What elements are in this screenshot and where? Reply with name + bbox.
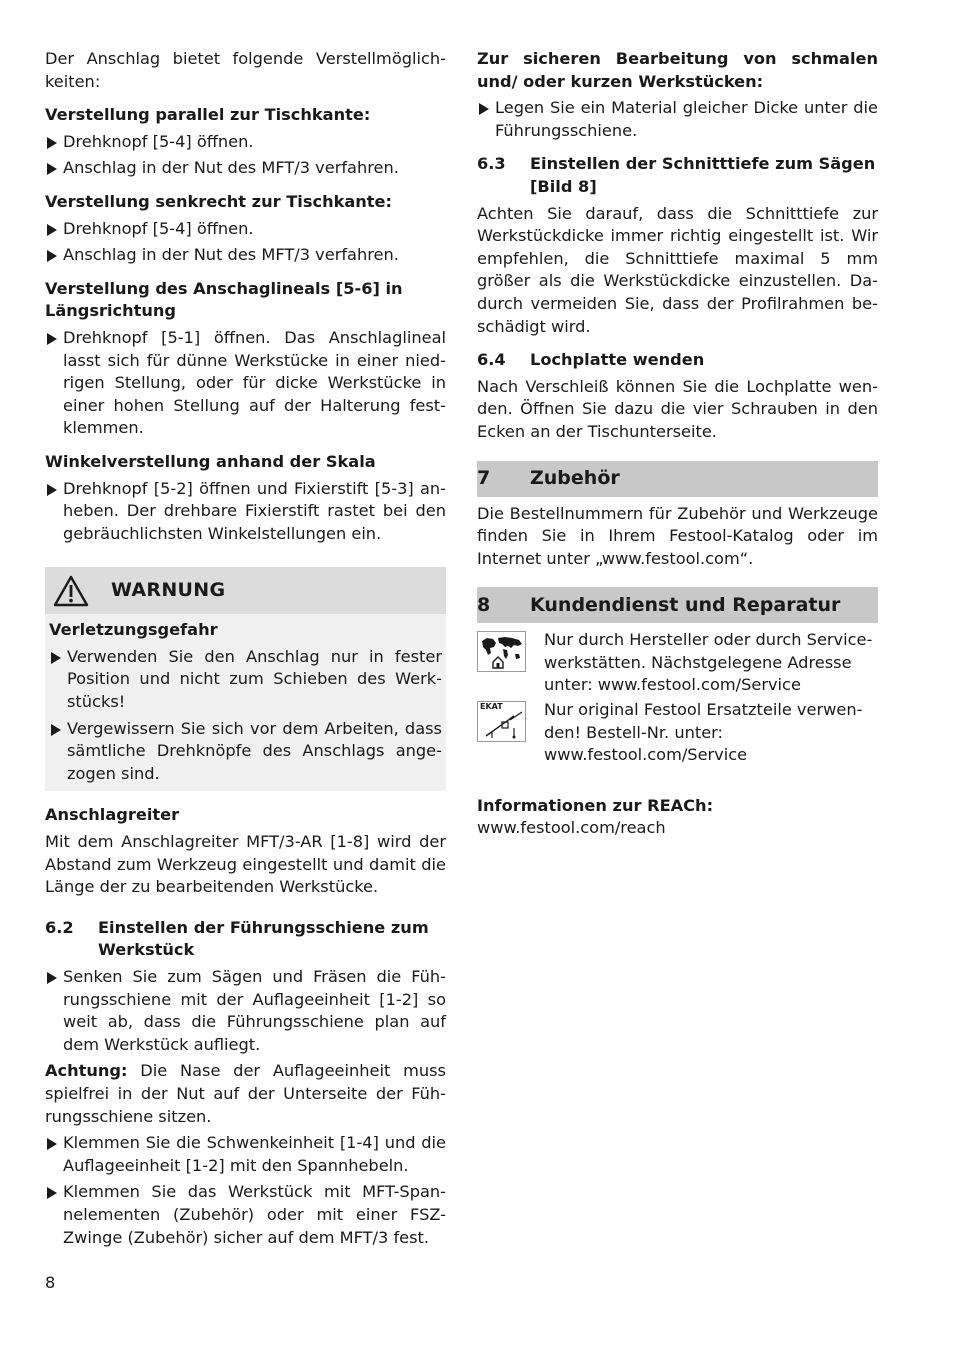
right-column bbox=[477, 48, 878, 840]
list-senkrecht bbox=[45, 218, 446, 267]
section-8-bar bbox=[477, 587, 878, 623]
section-title: Kundendienst und Reparatur bbox=[530, 593, 841, 616]
list-item: Drehknopf [5-2] öffnen und Fixierstift [5-3] anheben. Der drehbare Fixierstift rastet bei den gebräuchlichsten Winkelstellungen ein. bbox=[45, 478, 446, 546]
left-column bbox=[45, 48, 446, 1253]
ekat-spare-parts-icon bbox=[477, 701, 526, 742]
ekat-text: Nur original Festool Ersatzteile verwenden! Bestell-Nr. unter: www.festool.com/Service bbox=[544, 700, 863, 765]
warning-box bbox=[45, 567, 446, 791]
world-map-service-icon bbox=[477, 631, 526, 672]
ekat-label: EKAT bbox=[480, 702, 503, 712]
section-number: 6.3 bbox=[477, 154, 506, 174]
section-title: Einstellen der Führungsschiene zum Werkstück bbox=[98, 917, 429, 960]
warning-subheading: Verletzungsgefahr bbox=[49, 620, 218, 640]
heading-winkel: Winkelverstellung anhand der Skala bbox=[45, 451, 376, 471]
anschlagreiter-text: Mit dem Anschlagreiter MFT/3-AR [1-8] wird der Abstand zum Werkzeug eingestellt und damit die Länge der zu bearbeitenden Werkstücke. bbox=[45, 832, 446, 897]
list-schmal bbox=[477, 97, 878, 142]
list-parallel bbox=[45, 131, 446, 180]
heading-senkrecht: Verstellung senkrecht zur Tischkante: bbox=[45, 191, 392, 211]
section-number: 6.4 bbox=[477, 350, 506, 370]
section-6-3-heading bbox=[477, 153, 878, 198]
list-item: Verwenden Sie den Anschlag nur in fester Position und nicht zum Schieben des Werkstücks! bbox=[49, 646, 442, 714]
list-laengs bbox=[45, 327, 446, 440]
list-item: Legen Sie ein Material gleicher Dicke unter die Führungsschiene. bbox=[477, 97, 878, 142]
reach-heading: Informationen zur REACh: bbox=[477, 795, 714, 815]
list-item: Klemmen Sie das Werkstück mit MFT-Spannelementen (Zubehör) oder mit einer FSZ-Zwinge (Zubehör) sicher auf dem MFT/3 fest. bbox=[45, 1181, 446, 1249]
heading-parallel: Verstellung parallel zur Tischkante: bbox=[45, 105, 371, 125]
section-7-text: Die Bestellnummern für Zubehör und Werkzeuge finden Sie in Ihrem Festool-Katalog oder im Internet unter „www.festool.com“. bbox=[477, 503, 878, 568]
intro-text: Der Anschlag bietet folgende Verstellmöglichkeiten: bbox=[45, 49, 446, 91]
section-6-4-heading bbox=[477, 349, 878, 372]
section-title: Einstellen der Schnitttiefe zum Sägen [Bild 8] bbox=[530, 154, 876, 196]
service-text: Nur durch Hersteller oder durch Servicewerkstätten. Nächstgelegene Adresse unter: www.festool.com/Service bbox=[544, 630, 873, 695]
section-6-3-text: Achten Sie darauf, dass die Schnitttiefe zur Werkstückdicke immer richtig eingestellt ist. Wir empfehlen, die Schnitttiefe maximal 5 mm größer als die Werkstückdicke einzustellen. Dadurch vermeiden Sie, dass der Profilrahmen beschädigt wird. bbox=[477, 203, 878, 336]
list-item: Anschlag in der Nut des MFT/3 verfahren. bbox=[45, 157, 446, 180]
achtung-text: Die Nase der Auflageeinheit muss spielfrei in der Nut auf der Unterseite der Führungsschiene sitzen. bbox=[45, 1061, 446, 1126]
section-number: 6.2 bbox=[45, 917, 74, 937]
heading-laengs: Verstellung des Anschaglineals [5-6] in Längsrichtung bbox=[45, 278, 403, 321]
warning-body bbox=[45, 614, 446, 785]
section-title: Zubehör bbox=[530, 467, 620, 490]
achtung-paragraph bbox=[45, 1060, 446, 1128]
list-item: Anschlag in der Nut des MFT/3 verfahren. bbox=[45, 244, 446, 267]
list-6-2-a bbox=[45, 966, 446, 1056]
service-row bbox=[477, 629, 878, 697]
section-number: 8 bbox=[477, 593, 491, 616]
section-6-4-text: Nach Verschleiß können Sie die Lochplatte wenden. Öffnen Sie dazu die vier Schrauben in den Ecken an der Tischunterseite. bbox=[477, 376, 878, 441]
list-item: Drehknopf [5-4] öffnen. bbox=[45, 218, 446, 241]
ekat-row bbox=[477, 699, 878, 767]
section-7-bar bbox=[477, 461, 878, 497]
list-item: Klemmen Sie die Schwenkeinheit [1-4] und die Auflageeinheit [1-2] mit den Spannhebeln. bbox=[45, 1132, 446, 1177]
achtung-label: Achtung: bbox=[45, 1061, 128, 1081]
list-6-2-b bbox=[45, 1132, 446, 1249]
list-item: Drehknopf [5-4] öffnen. bbox=[45, 131, 446, 154]
warning-triangle-icon bbox=[53, 575, 89, 607]
list-winkel bbox=[45, 478, 446, 546]
reach-url: www.festool.com/reach bbox=[477, 818, 666, 838]
list-item: Vergewissern Sie sich vor dem Arbeiten, dass sämtliche Drehknöpfe des Anschlags angezogen sind. bbox=[49, 718, 442, 786]
section-6-2-heading bbox=[45, 917, 446, 962]
section-number: 7 bbox=[477, 467, 491, 490]
warning-header bbox=[45, 567, 446, 614]
section-title: Lochplatte wenden bbox=[530, 350, 705, 370]
heading-schmal: Zur sicheren Bearbeitung von schmalen und/ oder kurzen Werkstücken: bbox=[477, 49, 878, 91]
page-number: 8 bbox=[45, 1273, 56, 1292]
list-item: Senken Sie zum Sägen und Fräsen die Führungsschiene mit der Auflageeinheit [1-2] so weit ab, dass die Führungsschiene plan auf dem Werkstück aufliegt. bbox=[45, 966, 446, 1056]
list-item: Drehknopf [5-1] öffnen. Das Anschlaglineal lasst sich für dünne Werkstücke in einer niedrigen Stellung, oder für dicke Werkstücke in einer hohen Stellung auf der Halterung festklemmen. bbox=[45, 327, 446, 440]
warning-list bbox=[49, 646, 442, 786]
heading-anschlagreiter: Anschlagreiter bbox=[45, 805, 180, 825]
warning-title: WARNUNG bbox=[111, 579, 226, 602]
